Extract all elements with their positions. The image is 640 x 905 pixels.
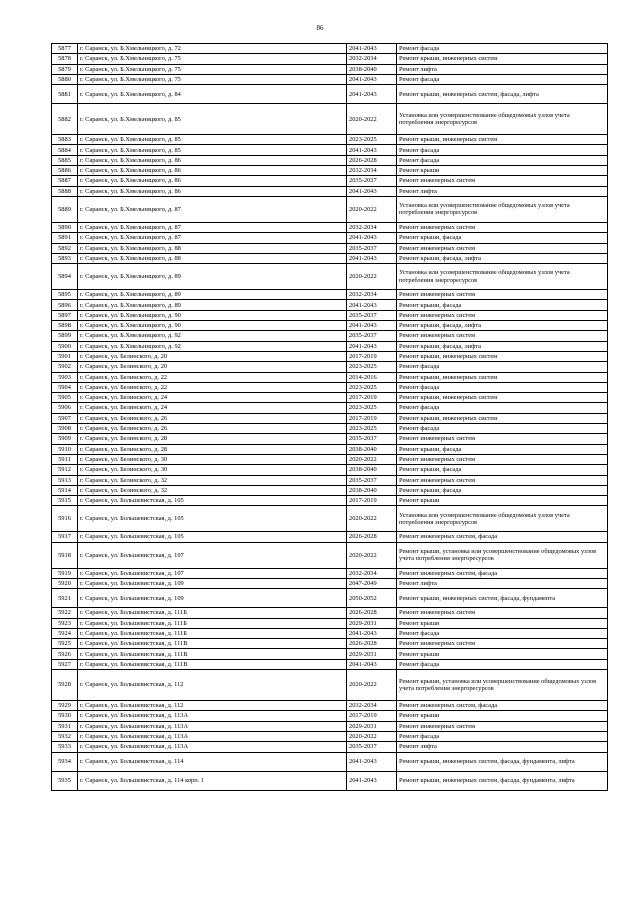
address-cell: г. Саранск, ул. Б.Хмельницкого, д. 84 <box>78 85 347 104</box>
period-cell: 2035-2037 <box>347 475 397 485</box>
period-cell: 2020-2022 <box>347 104 397 135</box>
table-row <box>52 196 608 222</box>
row-number-cell: 5905 <box>52 393 78 403</box>
work-type-cell: Ремонт фасада <box>397 145 608 155</box>
address-cell: г. Саранск, ул. Большевистская, д. 111Б <box>78 618 347 628</box>
work-type-cell: Ремонт крыши <box>397 711 608 721</box>
work-type-cell: Ремонт крыши, инженерных систем <box>397 135 608 145</box>
row-number-cell: 5888 <box>52 186 78 196</box>
row-number-cell: 5911 <box>52 454 78 464</box>
work-type-cell: Ремонт инженерных систем, фасада <box>397 701 608 711</box>
row-number-cell: 5912 <box>52 465 78 475</box>
row-number-cell: 5892 <box>52 243 78 253</box>
table-row <box>52 413 608 423</box>
row-number-cell: 5898 <box>52 321 78 331</box>
address-cell: г. Саранск, ул. Большевистская, д. 109 <box>78 589 347 608</box>
address-cell: г. Саранск, ул. Большевистская, д. 111Б <box>78 608 347 618</box>
period-cell: 2020-2022 <box>347 196 397 222</box>
table-row <box>52 300 608 310</box>
period-cell: 2026-2028 <box>347 155 397 165</box>
work-type-cell: Ремонт фасада <box>397 74 608 84</box>
row-number-cell: 5918 <box>52 542 78 568</box>
address-cell: г. Саранск, ул. Белинского, д. 20 <box>78 351 347 361</box>
period-cell: 2023-2025 <box>347 403 397 413</box>
table-row <box>52 742 608 752</box>
row-number-cell: 5925 <box>52 639 78 649</box>
row-number-cell: 5917 <box>52 532 78 542</box>
row-number-cell: 5932 <box>52 731 78 741</box>
row-number-cell: 5890 <box>52 222 78 232</box>
row-number-cell: 5901 <box>52 351 78 361</box>
work-type-cell: Ремонт крыши, фасада <box>397 465 608 475</box>
address-cell: г. Саранск, ул. Б.Хмельницкого, д. 85 <box>78 104 347 135</box>
table-row <box>52 166 608 176</box>
row-number-cell: 5931 <box>52 721 78 731</box>
address-cell: г. Саранск, ул. Б.Хмельницкого, д. 92 <box>78 341 347 351</box>
work-type-cell: Ремонт лифта <box>397 186 608 196</box>
work-type-cell: Ремонт инженерных систем <box>397 331 608 341</box>
repair-schedule-table <box>51 43 608 791</box>
period-cell: 2023-2025 <box>347 424 397 434</box>
row-number-cell: 5929 <box>52 701 78 711</box>
period-cell: 2041-2043 <box>347 74 397 84</box>
row-number-cell: 5891 <box>52 233 78 243</box>
table-row <box>52 253 608 263</box>
address-cell: г. Саранск, ул. Большевистская, д. 105 <box>78 506 347 532</box>
address-cell: г. Саранск, ул. Б.Хмельницкого, д. 86 <box>78 166 347 176</box>
row-number-cell: 5881 <box>52 85 78 104</box>
table-row <box>52 331 608 341</box>
address-cell: г. Саранск, ул. Б.Хмельницкого, д. 75 <box>78 54 347 64</box>
table-row <box>52 731 608 741</box>
period-cell: 2026-2028 <box>347 608 397 618</box>
address-cell: г. Саранск, ул. Большевистская, д. 105 <box>78 496 347 506</box>
address-cell: г. Саранск, ул. Б.Хмельницкого, д. 88 <box>78 243 347 253</box>
table-row <box>52 135 608 145</box>
address-cell: г. Саранск, ул. Б.Хмельницкого, д. 89 <box>78 264 347 290</box>
address-cell: г. Саранск, ул. Белинского, д. 30 <box>78 454 347 464</box>
table-row <box>52 568 608 578</box>
row-number-cell: 5935 <box>52 771 78 790</box>
period-cell: 2032-2034 <box>347 290 397 300</box>
address-cell: г. Саранск, ул. Большевистская, д. 111Б <box>78 628 347 638</box>
address-cell: г. Саранск, ул. Белинского, д. 28 <box>78 434 347 444</box>
address-cell: г. Саранск, ул. Большевистская, д. 114 <box>78 752 347 771</box>
address-cell: г. Саранск, ул. Большевистская, д. 114 корп. 1 <box>78 771 347 790</box>
work-type-cell: Ремонт лифта <box>397 742 608 752</box>
work-type-cell: Ремонт крыши, инженерных систем <box>397 54 608 64</box>
table-row <box>52 589 608 608</box>
work-type-cell: Ремонт инженерных систем <box>397 222 608 232</box>
work-type-cell: Установка или усовершенствование общедомовых узлов учета потребления энергоресурсов <box>397 264 608 290</box>
address-cell: г. Саранск, ул. Б.Хмельницкого, д. 90 <box>78 321 347 331</box>
row-number-cell: 5895 <box>52 290 78 300</box>
row-number-cell: 5893 <box>52 253 78 263</box>
table-row <box>52 506 608 532</box>
row-number-cell: 5902 <box>52 362 78 372</box>
address-cell: г. Саранск, ул. Большевистская, д. 107 <box>78 568 347 578</box>
address-cell: г. Саранск, ул. Большевистская, д. 113А <box>78 721 347 731</box>
work-type-cell: Ремонт крыши <box>397 649 608 659</box>
address-cell: г. Саранск, ул. Б.Хмельницкого, д. 85 <box>78 145 347 155</box>
work-type-cell: Ремонт крыши, установка или усовершенствование общедомовых узлов учета потребления энергоресурсов <box>397 670 608 701</box>
row-number-cell: 5896 <box>52 300 78 310</box>
table-row <box>52 496 608 506</box>
address-cell: г. Саранск, ул. Б.Хмельницкого, д. 75 <box>78 64 347 74</box>
row-number-cell: 5885 <box>52 155 78 165</box>
table-row <box>52 608 608 618</box>
work-type-cell: Ремонт фасада <box>397 362 608 372</box>
period-cell: 2020-2022 <box>347 731 397 741</box>
table-row <box>52 444 608 454</box>
period-cell: 2020-2022 <box>347 542 397 568</box>
table-row <box>52 721 608 731</box>
period-cell: 2041-2043 <box>347 44 397 54</box>
address-cell: г. Саранск, ул. Б.Хмельницкого, д. 72 <box>78 44 347 54</box>
row-number-cell: 5922 <box>52 608 78 618</box>
work-type-cell: Ремонт крыши <box>397 618 608 628</box>
work-type-cell: Ремонт инженерных систем <box>397 243 608 253</box>
table-row <box>52 659 608 669</box>
period-cell: 2029-2031 <box>347 618 397 628</box>
row-number-cell: 5914 <box>52 485 78 495</box>
period-cell: 2038-2040 <box>347 465 397 475</box>
page-number: 86 <box>316 24 324 32</box>
address-cell: г. Саранск, ул. Большевистская, д. 107 <box>78 542 347 568</box>
row-number-cell: 5916 <box>52 506 78 532</box>
period-cell: 2026-2028 <box>347 532 397 542</box>
period-cell: 2017-2019 <box>347 351 397 361</box>
address-cell: г. Саранск, ул. Б.Хмельницкого, д. 87 <box>78 196 347 222</box>
table-row <box>52 475 608 485</box>
work-type-cell: Ремонт крыши, инженерных систем, фасада, фундамента <box>397 589 608 608</box>
row-number-cell: 5899 <box>52 331 78 341</box>
table-row <box>52 578 608 588</box>
period-cell: 2017-2019 <box>347 413 397 423</box>
work-type-cell: Ремонт крыши, фасада <box>397 485 608 495</box>
period-cell: 2038-2040 <box>347 485 397 495</box>
address-cell: г. Саранск, ул. Большевистская, д. 111В <box>78 649 347 659</box>
table-row <box>52 54 608 64</box>
address-cell: г. Саранск, ул. Белинского, д. 26 <box>78 413 347 423</box>
period-cell: 2029-2031 <box>347 721 397 731</box>
period-cell: 2041-2043 <box>347 659 397 669</box>
table-row <box>52 752 608 771</box>
row-number-cell: 5923 <box>52 618 78 628</box>
period-cell: 2041-2043 <box>347 628 397 638</box>
work-type-cell: Ремонт инженерных систем <box>397 290 608 300</box>
row-number-cell: 5908 <box>52 424 78 434</box>
row-number-cell: 5934 <box>52 752 78 771</box>
work-type-cell: Установка или усовершенствование общедомовых узлов учета потребления энергоресурсов <box>397 104 608 135</box>
work-type-cell: Ремонт инженерных систем, фасада <box>397 568 608 578</box>
period-cell: 2041-2043 <box>347 300 397 310</box>
period-cell: 2041-2043 <box>347 85 397 104</box>
row-number-cell: 5913 <box>52 475 78 485</box>
work-type-cell: Установка или усовершенствование общедомовых узлов учета потребления энергоресурсов <box>397 196 608 222</box>
row-number-cell: 5907 <box>52 413 78 423</box>
address-cell: г. Саранск, ул. Б.Хмельницкого, д. 88 <box>78 253 347 263</box>
work-type-cell: Ремонт крыши, инженерных систем, фасада, фундамента, лифта <box>397 752 608 771</box>
work-type-cell: Ремонт фасада <box>397 731 608 741</box>
work-type-cell: Ремонт крыши, инженерных систем <box>397 413 608 423</box>
row-number-cell: 5927 <box>52 659 78 669</box>
address-cell: г. Саранск, ул. Б.Хмельницкого, д. 86 <box>78 155 347 165</box>
period-cell: 2035-2037 <box>347 176 397 186</box>
address-cell: г. Саранск, ул. Большевистская, д. 111В <box>78 659 347 669</box>
row-number-cell: 5926 <box>52 649 78 659</box>
period-cell: 2041-2043 <box>347 341 397 351</box>
address-cell: г. Саранск, ул. Большевистская, д. 111В <box>78 639 347 649</box>
row-number-cell: 5906 <box>52 403 78 413</box>
work-type-cell: Ремонт крыши, фасада <box>397 300 608 310</box>
address-cell: г. Саранск, ул. Б.Хмельницкого, д. 86 <box>78 176 347 186</box>
period-cell: 2020-2022 <box>347 506 397 532</box>
table-row <box>52 639 608 649</box>
period-cell: 2014-2016 <box>347 372 397 382</box>
period-cell: 2020-2022 <box>347 454 397 464</box>
row-number-cell: 5920 <box>52 578 78 588</box>
work-type-cell: Ремонт фасада <box>397 382 608 392</box>
table-row <box>52 145 608 155</box>
period-cell: 2020-2022 <box>347 264 397 290</box>
period-cell: 2035-2037 <box>347 742 397 752</box>
work-type-cell: Ремонт фасада <box>397 403 608 413</box>
period-cell: 2032-2034 <box>347 166 397 176</box>
work-type-cell: Ремонт крыши, фасада, лифта <box>397 253 608 263</box>
address-cell: г. Саранск, ул. Большевистская, д. 109 <box>78 578 347 588</box>
row-number-cell: 5933 <box>52 742 78 752</box>
work-type-cell: Установка или усовершенствование общедомовых узлов учета потребления энергоресурсов <box>397 506 608 532</box>
table-row <box>52 264 608 290</box>
table-row <box>52 434 608 444</box>
period-cell: 2035-2037 <box>347 310 397 320</box>
work-type-cell: Ремонт крыши, фасада, лифта <box>397 321 608 331</box>
work-type-cell: Ремонт крыши, фасада, лифта <box>397 341 608 351</box>
table-row <box>52 44 608 54</box>
address-cell: г. Саранск, ул. Белинского, д. 24 <box>78 393 347 403</box>
period-cell: 2017-2019 <box>347 711 397 721</box>
period-cell: 2038-2040 <box>347 64 397 74</box>
period-cell: 2041-2043 <box>347 321 397 331</box>
table-row <box>52 454 608 464</box>
address-cell: г. Саранск, ул. Белинского, д. 22 <box>78 372 347 382</box>
table-row <box>52 290 608 300</box>
table-row <box>52 670 608 701</box>
row-number-cell: 5909 <box>52 434 78 444</box>
period-cell: 2035-2037 <box>347 434 397 444</box>
table-row <box>52 485 608 495</box>
work-type-cell: Ремонт инженерных систем <box>397 639 608 649</box>
address-cell: г. Саранск, ул. Большевистская, д. 112 <box>78 701 347 711</box>
work-type-cell: Ремонт лифта <box>397 64 608 74</box>
table-body <box>52 44 608 791</box>
period-cell: 2032-2034 <box>347 568 397 578</box>
period-cell: 2029-2031 <box>347 649 397 659</box>
address-cell: г. Саранск, ул. Большевистская, д. 113А <box>78 742 347 752</box>
period-cell: 2041-2043 <box>347 771 397 790</box>
row-number-cell: 5930 <box>52 711 78 721</box>
period-cell: 2047-2049 <box>347 578 397 588</box>
table-row <box>52 64 608 74</box>
address-cell: г. Саранск, ул. Белинского, д. 32 <box>78 475 347 485</box>
work-type-cell: Ремонт крыши, инженерных систем <box>397 351 608 361</box>
row-number-cell: 5919 <box>52 568 78 578</box>
work-type-cell: Ремонт фасада <box>397 659 608 669</box>
table-row <box>52 176 608 186</box>
table-row <box>52 341 608 351</box>
row-number-cell: 5889 <box>52 196 78 222</box>
table-row <box>52 104 608 135</box>
table-row <box>52 186 608 196</box>
table-row <box>52 74 608 84</box>
row-number-cell: 5880 <box>52 74 78 84</box>
table-row <box>52 362 608 372</box>
address-cell: г. Саранск, ул. Б.Хмельницкого, д. 92 <box>78 331 347 341</box>
address-cell: г. Саранск, ул. Белинского, д. 28 <box>78 444 347 454</box>
row-number-cell: 5903 <box>52 372 78 382</box>
period-cell: 2032-2034 <box>347 701 397 711</box>
table-row <box>52 424 608 434</box>
table-row <box>52 701 608 711</box>
work-type-cell: Ремонт крыши, инженерных систем <box>397 393 608 403</box>
period-cell: 2020-2022 <box>347 670 397 701</box>
row-number-cell: 5928 <box>52 670 78 701</box>
row-number-cell: 5897 <box>52 310 78 320</box>
period-cell: 2041-2043 <box>347 233 397 243</box>
row-number-cell: 5910 <box>52 444 78 454</box>
work-type-cell: Ремонт лифта <box>397 578 608 588</box>
period-cell: 2041-2043 <box>347 253 397 263</box>
address-cell: г. Саранск, ул. Большевистская, д. 112 <box>78 670 347 701</box>
row-number-cell: 5887 <box>52 176 78 186</box>
period-cell: 2041-2043 <box>347 752 397 771</box>
work-type-cell: Ремонт инженерных систем <box>397 721 608 731</box>
work-type-cell: Ремонт фасада <box>397 628 608 638</box>
work-type-cell: Ремонт крыши, установка или усовершенствование общедомовых узлов учета потребления энергоресурсов <box>397 542 608 568</box>
table-row <box>52 351 608 361</box>
work-type-cell: Ремонт крыши, инженерных систем <box>397 372 608 382</box>
row-number-cell: 5900 <box>52 341 78 351</box>
period-cell: 2041-2043 <box>347 186 397 196</box>
work-type-cell: Ремонт инженерных систем <box>397 454 608 464</box>
table-row <box>52 243 608 253</box>
table-row <box>52 85 608 104</box>
address-cell: г. Саранск, ул. Белинского, д. 24 <box>78 403 347 413</box>
row-number-cell: 5924 <box>52 628 78 638</box>
period-cell: 2035-2037 <box>347 243 397 253</box>
period-cell: 2026-2028 <box>347 639 397 649</box>
row-number-cell: 5921 <box>52 589 78 608</box>
table-row <box>52 649 608 659</box>
work-type-cell: Ремонт крыши, инженерных систем, фасада, лифта <box>397 85 608 104</box>
table-row <box>52 403 608 413</box>
work-type-cell: Ремонт инженерных систем <box>397 434 608 444</box>
period-cell: 2017-2019 <box>347 496 397 506</box>
table-row <box>52 233 608 243</box>
address-cell: г. Саранск, ул. Б.Хмельницкого, д. 89 <box>78 300 347 310</box>
work-type-cell: Ремонт крыши, фасада <box>397 444 608 454</box>
row-number-cell: 5877 <box>52 44 78 54</box>
address-cell: г. Саранск, ул. Белинского, д. 30 <box>78 465 347 475</box>
work-type-cell: Ремонт инженерных систем <box>397 176 608 186</box>
period-cell: 2023-2025 <box>347 382 397 392</box>
period-cell: 2035-2037 <box>347 331 397 341</box>
address-cell: г. Саранск, ул. Б.Хмельницкого, д. 90 <box>78 310 347 320</box>
work-type-cell: Ремонт крыши <box>397 496 608 506</box>
address-cell: г. Саранск, ул. Белинского, д. 26 <box>78 424 347 434</box>
address-cell: г. Саранск, ул. Белинского, д. 32 <box>78 485 347 495</box>
work-type-cell: Ремонт инженерных систем <box>397 608 608 618</box>
table-row <box>52 532 608 542</box>
period-cell: 2032-2034 <box>347 222 397 232</box>
address-cell: г. Саранск, ул. Большевистская, д. 105 <box>78 532 347 542</box>
table-row <box>52 711 608 721</box>
row-number-cell: 5884 <box>52 145 78 155</box>
table-row <box>52 771 608 790</box>
period-cell: 2038-2040 <box>347 444 397 454</box>
address-cell: г. Саранск, ул. Большевистская, д. 113А <box>78 711 347 721</box>
table-row <box>52 382 608 392</box>
period-cell: 2023-2025 <box>347 362 397 372</box>
address-cell: г. Саранск, ул. Б.Хмельницкого, д. 86 <box>78 186 347 196</box>
table-row <box>52 222 608 232</box>
address-cell: г. Саранск, ул. Большевистская, д. 113А <box>78 731 347 741</box>
row-number-cell: 5878 <box>52 54 78 64</box>
row-number-cell: 5879 <box>52 64 78 74</box>
work-type-cell: Ремонт крыши, инженерных систем, фасада, фундамента, лифта <box>397 771 608 790</box>
period-cell: 2050-2052 <box>347 589 397 608</box>
address-cell: г. Саранск, ул. Белинского, д. 20 <box>78 362 347 372</box>
work-type-cell: Ремонт крыши, фасада <box>397 233 608 243</box>
table-row <box>52 321 608 331</box>
period-cell: 2032-2034 <box>347 54 397 64</box>
work-type-cell: Ремонт фасада <box>397 44 608 54</box>
work-type-cell: Ремонт крыши <box>397 166 608 176</box>
work-type-cell: Ремонт инженерных систем <box>397 475 608 485</box>
table-row <box>52 628 608 638</box>
work-type-cell: Ремонт инженерных систем <box>397 310 608 320</box>
address-cell: г. Саранск, ул. Б.Хмельницкого, д. 85 <box>78 135 347 145</box>
period-cell: 2017-2019 <box>347 393 397 403</box>
row-number-cell: 5886 <box>52 166 78 176</box>
address-cell: г. Саранск, ул. Б.Хмельницкого, д. 75 <box>78 74 347 84</box>
row-number-cell: 5894 <box>52 264 78 290</box>
table-row <box>52 465 608 475</box>
row-number-cell: 5915 <box>52 496 78 506</box>
address-cell: г. Саранск, ул. Б.Хмельницкого, д. 87 <box>78 222 347 232</box>
work-type-cell: Ремонт фасада <box>397 155 608 165</box>
period-cell: 2023-2025 <box>347 135 397 145</box>
table-row <box>52 372 608 382</box>
work-type-cell: Ремонт инженерных систем, фасада <box>397 532 608 542</box>
table-row <box>52 618 608 628</box>
period-cell: 2041-2043 <box>347 145 397 155</box>
address-cell: г. Саранск, ул. Белинского, д. 22 <box>78 382 347 392</box>
address-cell: г. Саранск, ул. Б.Хмельницкого, д. 89 <box>78 290 347 300</box>
table-row <box>52 393 608 403</box>
row-number-cell: 5904 <box>52 382 78 392</box>
work-type-cell: Ремонт фасада <box>397 424 608 434</box>
row-number-cell: 5882 <box>52 104 78 135</box>
table-row <box>52 542 608 568</box>
table-row <box>52 155 608 165</box>
address-cell: г. Саранск, ул. Б.Хмельницкого, д. 87 <box>78 233 347 243</box>
row-number-cell: 5883 <box>52 135 78 145</box>
table-row <box>52 310 608 320</box>
